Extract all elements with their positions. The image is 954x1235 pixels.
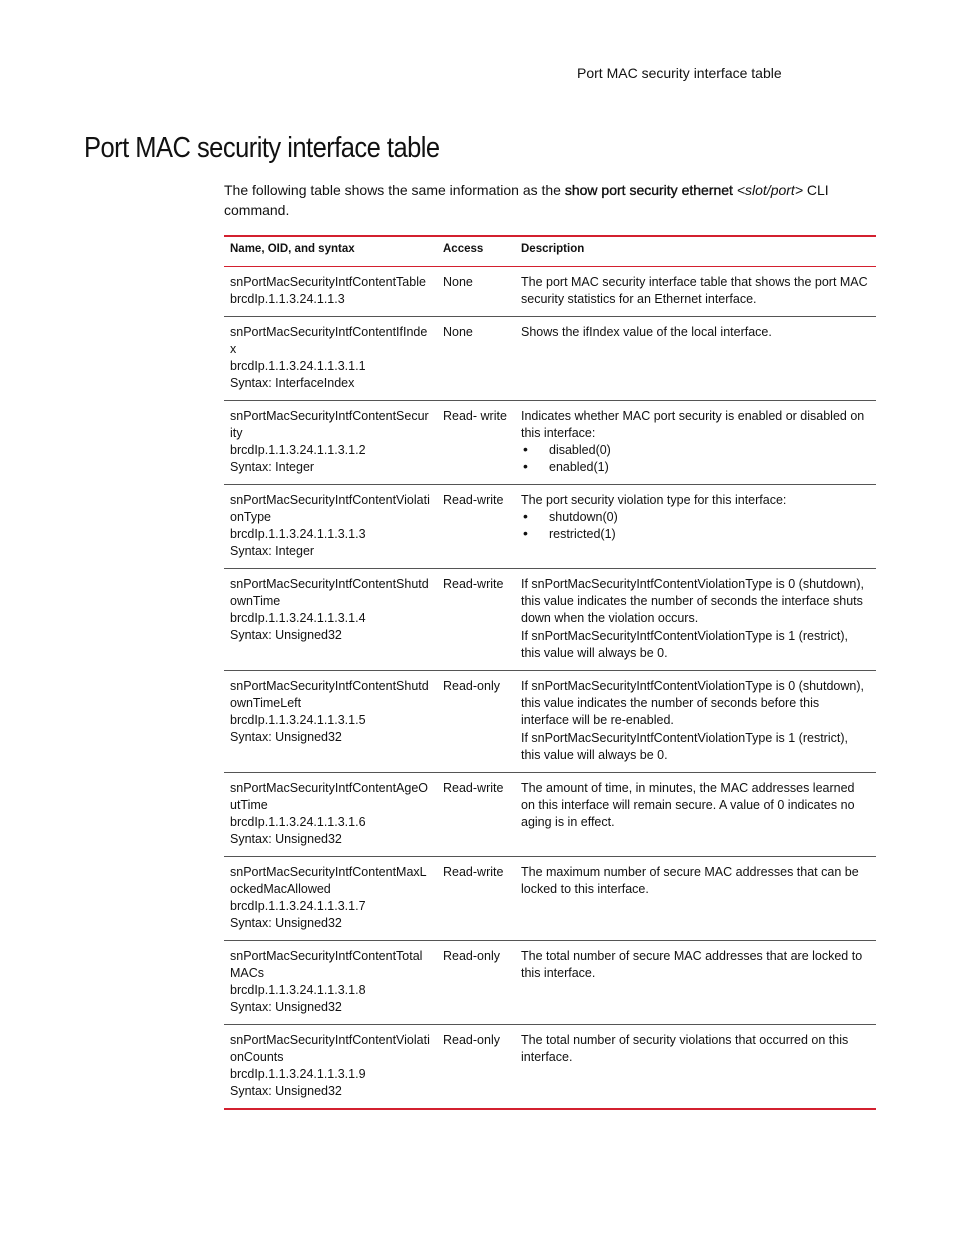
cell-access: Read-write (437, 857, 515, 941)
cell-access: Read-write (437, 569, 515, 671)
object-oid: brcdIp.1.1.3.24.1.1.3.1.8 (230, 983, 366, 997)
description-paragraph: The amount of time, in minutes, the MAC addresses learned on this interface will remain secure. A value of 0 indicates no aging is in effect. (521, 781, 855, 829)
cell-name-oid-syntax (224, 267, 437, 317)
table-row (224, 941, 876, 1025)
value-list-item: • restricted(1) (521, 526, 870, 543)
object-oid: brcdIp.1.1.3.24.1.1.3.1.9 (230, 1067, 366, 1081)
intro-text-before: The following table shows the same information as the (224, 182, 565, 198)
cell-name-oid-syntax (224, 317, 437, 401)
object-oid: brcdIp.1.1.3.24.1.1.3 (230, 292, 345, 306)
object-oid: brcdIp.1.1.3.24.1.1.3.1.2 (230, 443, 366, 457)
object-name: snPortMacSecurityIntfContentAgeOutTime (230, 781, 429, 812)
cell-name-oid-syntax (224, 773, 437, 857)
description-paragraph: The port security violation type for this interface: (521, 493, 787, 507)
description-paragraph: Indicates whether MAC port security is enabled or disabled on this interface: (521, 409, 865, 440)
cell-description (515, 941, 876, 1025)
object-oid: brcdIp.1.1.3.24.1.1.3.1.5 (230, 713, 366, 727)
cell-description (515, 1025, 876, 1110)
intro-text-after: CLI command. (224, 182, 829, 218)
object-name: snPortMacSecurityIntfContentViolationType (230, 493, 430, 524)
description-paragraph: If snPortMacSecurityIntfContentViolationType is 0 (shutdown), this value indicates the number of seconds the interface shuts down when the violation occurs. (521, 577, 864, 625)
value-list (521, 509, 870, 543)
object-syntax: Syntax: Unsigned32 (230, 1000, 342, 1014)
cell-access: None (437, 267, 515, 317)
cell-name-oid-syntax (224, 485, 437, 569)
object-oid: brcdIp.1.1.3.24.1.1.3.1.4 (230, 611, 366, 625)
intro-paragraph (224, 181, 879, 220)
description-paragraph: If snPortMacSecurityIntfContentViolationType is 1 (restrict), this value will always be 0. (521, 731, 848, 762)
cli-argument: <slot/port> (736, 182, 803, 198)
object-name: snPortMacSecurityIntfContentViolationCounts (230, 1033, 430, 1064)
object-name: snPortMacSecurityIntfContentTotalMACs (230, 949, 423, 980)
object-oid: brcdIp.1.1.3.24.1.1.3.1.3 (230, 527, 366, 541)
table-row (224, 569, 876, 671)
cell-access: Read- write (437, 401, 515, 485)
description-paragraph: Shows the ifIndex value of the local interface. (521, 325, 772, 339)
object-name: snPortMacSecurityIntfContentMaxLockedMacAllowed (230, 865, 427, 896)
cell-description (515, 773, 876, 857)
object-syntax: Syntax: Unsigned32 (230, 1084, 342, 1098)
object-name: snPortMacSecurityIntfContentTable (230, 275, 426, 289)
object-syntax: Syntax: Unsigned32 (230, 832, 342, 846)
object-name: snPortMacSecurityIntfContentIfIndex (230, 325, 428, 356)
value-list (521, 442, 870, 476)
cli-command: show port security ethernet (564, 182, 733, 198)
table-row (224, 773, 876, 857)
table-row (224, 485, 876, 569)
cell-description (515, 857, 876, 941)
table-row (224, 1025, 876, 1110)
cell-access: Read-only (437, 671, 515, 773)
description-paragraph: The total number of secure MAC addresses that are locked to this interface. (521, 949, 863, 980)
cell-description (515, 267, 876, 317)
column-header-description: Description (515, 236, 876, 267)
object-syntax: Syntax: Unsigned32 (230, 730, 342, 744)
object-name: snPortMacSecurityIntfContentSecurity (230, 409, 429, 440)
object-oid: brcdIp.1.1.3.24.1.1.3.1.1 (230, 359, 366, 373)
value-list-item: • shutdown(0) (521, 509, 870, 526)
cell-name-oid-syntax (224, 401, 437, 485)
table-row (224, 317, 876, 401)
mib-object-table (224, 235, 876, 1110)
object-name: snPortMacSecurityIntfContentShutdownTimeLeft (230, 679, 429, 710)
column-header-name: Name, OID, and syntax (224, 236, 437, 267)
cell-name-oid-syntax (224, 857, 437, 941)
object-syntax: Syntax: Integer (230, 460, 315, 474)
description-paragraph: The total number of security violations that occurred on this interface. (521, 1033, 849, 1064)
table-row (224, 857, 876, 941)
object-name: snPortMacSecurityIntfContentShutdownTime (230, 577, 429, 608)
object-syntax: Syntax: InterfaceIndex (230, 376, 355, 390)
cell-access: Read-only (437, 941, 515, 1025)
description-paragraph: If snPortMacSecurityIntfContentViolationType is 1 (restrict), this value will always be 0. (521, 629, 848, 660)
table-row (224, 267, 876, 317)
cell-description (515, 401, 876, 485)
cell-description (515, 485, 876, 569)
table-body (224, 267, 876, 1110)
object-syntax: Syntax: Integer (230, 544, 315, 558)
running-header-title: Port MAC security interface table (577, 65, 782, 81)
object-syntax: Syntax: Unsigned32 (230, 628, 342, 642)
cell-access: Read-write (437, 485, 515, 569)
table-row (224, 671, 876, 773)
page-title: Port MAC security interface table (84, 132, 440, 164)
cell-access: Read-write (437, 773, 515, 857)
cell-access: None (437, 317, 515, 401)
object-syntax: Syntax: Unsigned32 (230, 916, 342, 930)
cell-name-oid-syntax (224, 1025, 437, 1110)
object-oid: brcdIp.1.1.3.24.1.1.3.1.6 (230, 815, 366, 829)
cell-name-oid-syntax (224, 671, 437, 773)
object-oid: brcdIp.1.1.3.24.1.1.3.1.7 (230, 899, 366, 913)
value-list-item: • disabled(0) (521, 442, 870, 459)
cell-description (515, 671, 876, 773)
cell-access: Read-only (437, 1025, 515, 1110)
description-paragraph: The port MAC security interface table that shows the port MAC security statistics for an Ethernet interface. (521, 275, 868, 306)
value-list-item: • enabled(1) (521, 459, 870, 476)
cell-name-oid-syntax (224, 941, 437, 1025)
table-header-row (224, 236, 876, 267)
cell-description (515, 569, 876, 671)
description-paragraph: If snPortMacSecurityIntfContentViolationType is 0 (shutdown), this value indicates the number of seconds before this interface will be re-enabled. (521, 679, 864, 727)
table-row (224, 401, 876, 485)
description-paragraph: The maximum number of secure MAC addresses that can be locked to this interface. (521, 865, 859, 896)
cell-name-oid-syntax (224, 569, 437, 671)
column-header-access: Access (437, 236, 515, 267)
cell-description (515, 317, 876, 401)
